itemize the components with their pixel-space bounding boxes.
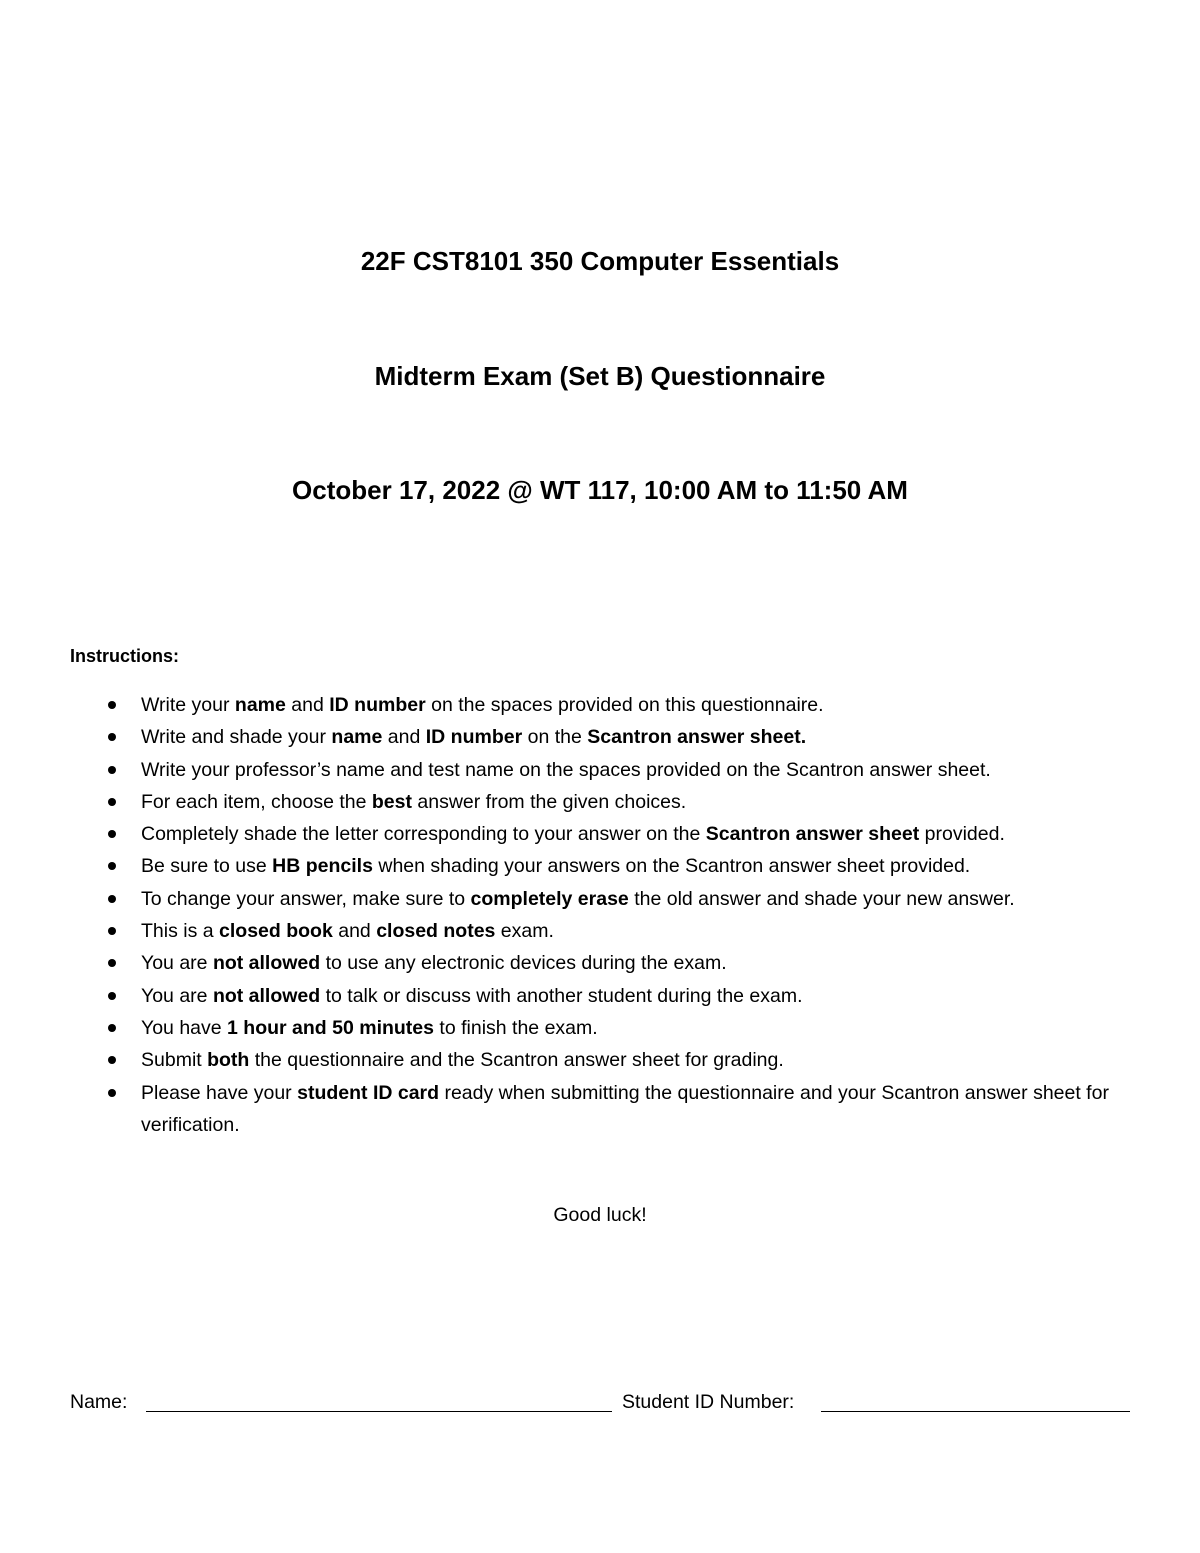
bullet-icon: [108, 701, 116, 709]
bullet-icon: [108, 959, 116, 967]
instruction-item: Please have your student ID card ready when submitting the questionnaire and your Scantron answer sheet for verification.: [70, 1077, 1140, 1142]
bullet-icon: [108, 1024, 116, 1032]
bullet-icon: [108, 992, 116, 1000]
instruction-item: Write your professor’s name and test name on the spaces provided on the Scantron answer sheet.: [70, 754, 1140, 786]
bullet-icon: [108, 895, 116, 903]
course-title: 22F CST8101 350 Computer Essentials: [360, 246, 840, 276]
name-label: Name:: [70, 1391, 128, 1413]
instruction-item: To change your answer, make sure to completely erase the old answer and shade your new answer.: [70, 883, 1140, 915]
bullet-icon: [108, 798, 116, 806]
bullet-icon: [108, 927, 116, 935]
exam-schedule: October 17, 2022 @ WT 117, 10:00 AM to 11:50 AM: [292, 475, 908, 505]
name-blank-line[interactable]: [146, 1411, 612, 1412]
instructions-heading: Instructions:: [70, 646, 180, 666]
instruction-item: Completely shade the letter corresponding to your answer on the Scantron answer sheet provided.: [70, 818, 1140, 850]
instruction-item: You have 1 hour and 50 minutes to finish the exam.: [70, 1012, 1140, 1044]
instruction-item: You are not allowed to use any electronic devices during the exam.: [70, 947, 1140, 979]
student-id-label: Student ID Number:: [622, 1391, 795, 1413]
exam-title: Midterm Exam (Set B) Questionnaire: [374, 361, 826, 391]
bullet-icon: [108, 862, 116, 870]
instruction-item: For each item, choose the best answer from the given choices.: [70, 786, 1140, 818]
instruction-item: Write and shade your name and ID number on the Scantron answer sheet.: [70, 721, 1140, 753]
instructions-list: [70, 689, 1140, 1141]
instruction-item: Write your name and ID number on the spaces provided on this questionnaire.: [70, 689, 1140, 721]
bullet-icon: [108, 830, 116, 838]
instruction-item: Submit both the questionnaire and the Scantron answer sheet for grading.: [70, 1044, 1140, 1076]
instruction-item: You are not allowed to talk or discuss with another student during the exam.: [70, 980, 1140, 1012]
bullet-icon: [108, 733, 116, 741]
bullet-icon: [108, 1056, 116, 1064]
bullet-icon: [108, 766, 116, 774]
bullet-icon: [108, 1089, 116, 1097]
instruction-item: Be sure to use HB pencils when shading your answers on the Scantron answer sheet provided.: [70, 850, 1140, 882]
instruction-item: This is a closed book and closed notes exam.: [70, 915, 1140, 947]
closing-message: Good luck!: [553, 1204, 647, 1226]
student-id-blank-line[interactable]: [821, 1411, 1130, 1412]
